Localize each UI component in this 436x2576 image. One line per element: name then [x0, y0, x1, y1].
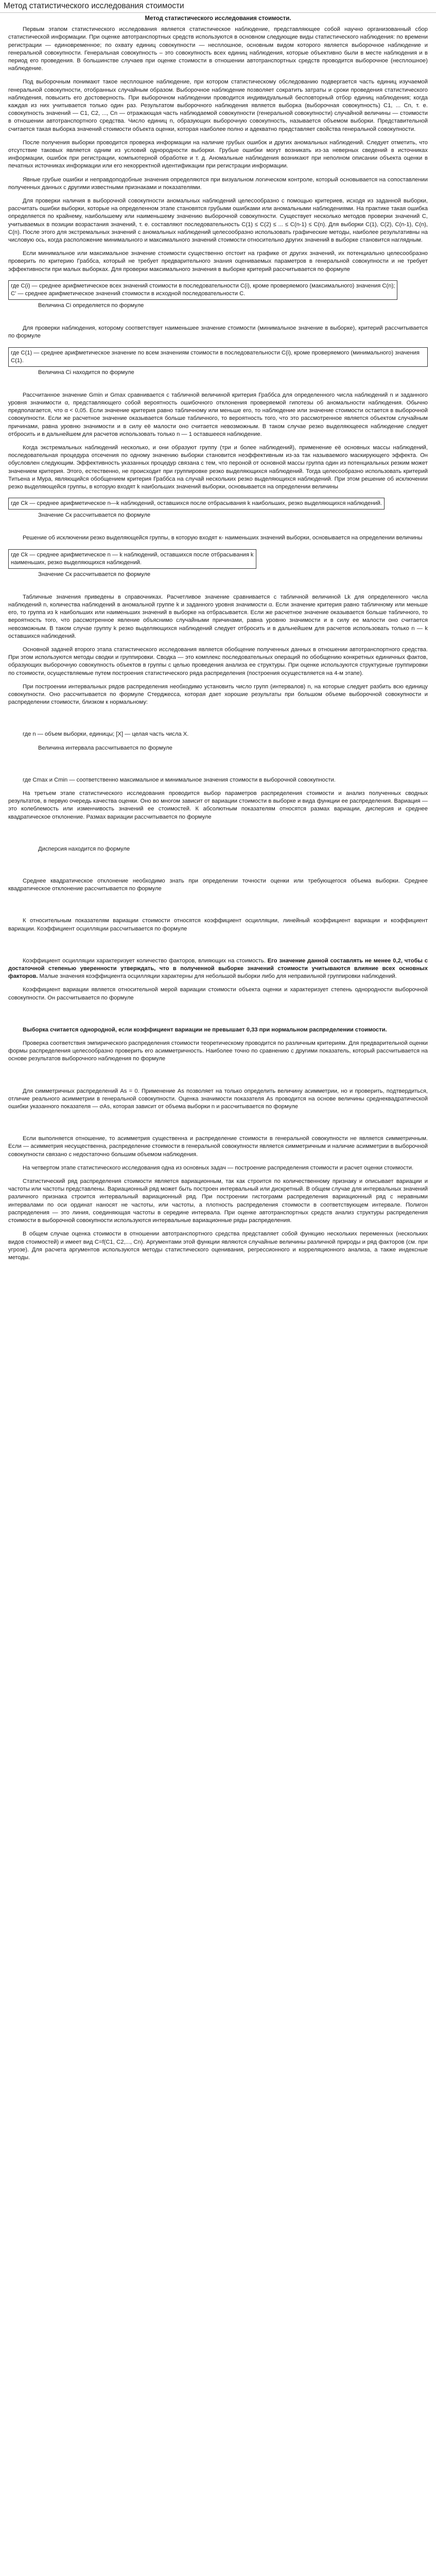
- paragraph: Для симметричных распределений As = 0. Применение As позволяет на только определить величину асимметрии, но и проверить, подтвердиться, отличие реального асимметрии в генеральной совокупности. Оценка значимости показателя As проводится на основе величины среднеквадратической ошибки указанного показателя — σAs, которая зависит от объема выборки n и рассчитывается по формуле: [8, 1088, 428, 1110]
- coef-emphasis: Его значение данной составлять не менее 0,2, чтобы с достаточной степенью уверенности утверждать, что в полученной выборке значений стоимости учитываются влияние всех основных факторов.: [8, 957, 428, 980]
- formula-legend-line: где Ck — среднее арифметическое n — k наблюдений, оставшихся после отбрасывания k: [11, 551, 254, 558]
- paragraph: К относительным показателям вариации стоимости относятся коэффициент осцилляции, линейный коэффициент вариации и коэффициент вариации. Коэффициент осцилляции рассчитывается по формуле: [8, 918, 428, 932]
- paragraph: Когда экстремальных наблюдений несколько, и они образуют группу (три и более наблюдений), применение её основных массы наблюдений, последовательная процедура отсечения по одному значению выборки становится неэффективным из-за так называемого маскирующего эффекта. Он обусловлен следующим. Эффективность указанных процедур связана с тем, что пероной от основной массы группа один из потенциальных резким может значением критерия. Этого, естественно, не происходит при группировке резко выделяющихся наблюдений. Тогда целесообразно использовать критерий Титьена и Мура, являющийся обобщением критерия Граббса на случай нескольких резко выделяющихся наблюдений. При этом решение об исключении резко выделяющейся группы, в которую входят k наибольших значений выборки, основывается на определении величины: [8, 444, 428, 490]
- formula-note: Значение Ск рассчитывается по формуле: [38, 512, 151, 519]
- paragraph: Для проверки наличия в выборочной совокупности аномальных наблюдений целесообразно с помощью критериев, исходя из заданной выборки, рассчитать ошибки выборки, которые на определенном этапе становятся грубыми ошибками или аномальными наблюдениями. На практике такая ошибка определяется по крайнему, наибольшему или наименьшему значению выборочной совокупности. Существует несколько методов проверки значений С, учитываемых в позиции возрастания значений, т. е. составляют последовательность С(1) ≤ С(2) ≤ ... ≤ С(n-1) ≤ С(n). Для выборки C(1), C(2), C(n-1), C(n), C(n). После этого для экстремальных значений с аномальных наблюдений целесообразно использовать графические методы, наиболее результативны на числовую ось, когда расположение минимального и максимального значений стоимости относительно других значений в выборке становится наглядным.: [8, 198, 428, 244]
- paragraph: Рассчитанное значение Gmin и Gmax сравнивается с табличной величиной критерия Граббса для определенного числа наблюдений n и заданного уровня значимости α, представляющего собой вероятность ошибочного отклонения проверяемой гипотезы об аномальности наблюдения. Обычно предполагается, что α < 0,05. Если значение критерия равно табличному или меньше его, то наблюдение или значение стоимости остается в выборочной совокупности. Если же расчетное значение оказывается больше табличного, то вероятность того, что это рассмотренное является объектом случайным причинами, равна уровню значимости и в силу её малости оно считается невозможным. В таком случае резко выделяющееся наблюдение следует отбросить и в дальнейшем для расчетов использовать только n — 1 оставшееся наблюдение.: [8, 392, 428, 437]
- paragraph: Среднее квадратическое отклонение необходимо знать при определении точности оценки или требующегося объема выборки. Среднее квадратическое отклонение рассчитывается по формуле: [8, 878, 428, 892]
- title-bar: [0, 0, 436, 13]
- formula-note: Дисперсия находится по формуле: [38, 845, 130, 852]
- paragraph: Для проверки наблюдения, которому соответствует наименьшее значение стоимости (минимальное значение в выборке), критерий рассчитывается по формуле: [8, 325, 428, 340]
- paragraph: Если выполняется отношение, то асимметрия существенна и распределение стоимости в генеральной совокупности не является симметричным. Если — асимметрия несущественна, распределение стоимости в генеральной совокупности является симметричным и наличие асимметрии в выборочной совокупности связано с недостаточно большим объемом наблюдения.: [8, 1136, 428, 1158]
- paragraph: Основной задачей второго этапа статистического исследования является обобщение полученных данных в отношении автотранспортного средства. При этом используются методы сводки и группировки. Сводка — это комплекс последовательных операций по обобщению конкретных единичных фактов, образующих выборочную совокупность объектов в группы с целью проведения анализа ее структуры. При оценке используются структурные группировки по стоимости, осуществляемые путем построения статистического ряда распределения (построения осуществляется на 4-м этапе).: [8, 646, 428, 676]
- paragraph: Под выборочным понимают такое несплошное наблюдение, при котором статистическому обследованию подвергается часть единиц изучаемой генеральной совокупности, отобранных случайным образом. Выборочное наблюдение позволяет сократить затраты и сроки проведения статистического наблюдения, повысить его достоверность. При выборочном наблюдении проводится индивидуальный бесповторный отбор единиц наблюдения; когда каждая из них учитывается только один раз. Результатом выборочного наблюдения является выборка (выборочная совокупность) С1, ... Сn, т. е. совокупность значений — С1, С2, ..., Сn — отражающая часть наблюдаемой совокупности (генеральной совокупности) случайной величины — стоимости в отношении автотранспортного средства. Число единиц n, образующих выборочную совокупность, называется объемом выборки. Представительной считается такая выборка значений стоимости объекта оценки, которая наиболее полно и адекватно представляет свойства генеральной совокупности.: [8, 79, 428, 132]
- paragraph: На третьем этапе статистического исследования проводится выбор параметров распределения стоимости и анализ полученных сводных результатов, в первую очередь качества оценки. Оно во многом зависит от вариации стоимости в выборке и вида функции ее распределения. Вариация — это колеблемость или изменчивость значений ее стоимостей. К абсолютным показателям относятся размах вариации, дисперсия и среднее квадратическое отклонение. Размах вариации рассчитывается по формуле: [8, 790, 428, 820]
- paragraph: При построении интервальных рядов распределения необходимо установить число групп (интервалов) n, на которые следует разбить всю единицу совокупности. Оно рассчитывается по формуле Стерджесса, которая дает хорошие результаты при большом объеме выборочной совокупности и распределении стоимости, близком к нормальному:: [8, 683, 428, 706]
- formula-note: Значение Ск рассчитывается по формуле: [38, 571, 151, 578]
- page-title: Метод статистического исследования стоимости: [4, 2, 184, 10]
- formula-legend-box: [8, 280, 397, 300]
- paragraph: Первым этапом статистического исследования является статистическое наблюдение, представляющее собой научно организованный сбор статистической информации. При оценке автотранспортных средств используются в основном следующие виды статистического наблюдения: по времени регистрации — единовременное; по охвату единиц совокупности — несплошное, основным видом которого является выборочное наблюдение и генеральной совокупности. Генеральная совокупность – это совокупность всех единиц наблюдения, которые объективно были в месте наблюдения и в период его проведения. В большинстве случаев при оценке стоимости в отношении автотранспортных средств проводится выборочное (несплошное) наблюдение.: [8, 26, 428, 72]
- paragraph: Коэффициент вариации является относительной мерой вариации стоимости объекта оценки и характеризует степень однородности выборочной совокупности. Он рассчитывается по формуле: [8, 987, 428, 1001]
- article-body: [0, 13, 436, 1262]
- formula-legend-line: C' — среднее арифметическое значений стоимости в исходной последовательности C.: [11, 290, 246, 297]
- formula-explanation: где Cmax и Cmin — соответственно максимальное и минимальное значения стоимости в выборочной совокупности.: [23, 776, 336, 783]
- bold-paragraph: Выборка считается однородной, если коэффициент вариации не превышает 0,33 при нормальном распределении стоимости.: [23, 1026, 387, 1033]
- formula-legend-line: наименьших, резко выделяющихся наблюдений.: [11, 559, 142, 566]
- formula-legend-line: где Ck — среднее арифметическое n—k наблюдений, оставшихся после отбрасывания k наибольших, резко выделяющихся наблюдений.: [11, 500, 382, 507]
- paragraph: На четвертом этапе статистического исследования одна из основных задач — построение распределения стоимости и расчет оценки стоимости.: [23, 1164, 414, 1171]
- formula-note: Величина Сi определяется по формуле: [38, 302, 144, 309]
- coef-text: Коэффициент осцилляции характеризует количество факторов, влияющих на стоимость.: [23, 957, 266, 964]
- formula-legend-box: [8, 549, 256, 569]
- formula-legend-line: где C(i) — среднее арифметическое всех значений стоимости в последовательности C(i), кроме проверяемого (максимального) значения C(n);: [11, 282, 395, 289]
- paragraph: Если минимальное или максимальное значение стоимости существенно отстоит на графике от других значений, их потенциально целесообразно проверить по критерию Граббса, который не требует предварительного знания оцениваемых параметров в генеральной совокупности и не требует эффективности при малых выборках. Для проверки максимального значения в выборке критерий рассчитывается по формуле: [8, 250, 428, 273]
- paragraph: [8, 957, 428, 981]
- article-subtitle: Метод статистического исследования стоимости.: [145, 15, 291, 22]
- paragraph: Решение об исключении резко выделяющейся группы, в которую входят к- наименьших значений выборки, основывается на определении величины: [23, 535, 423, 541]
- formula-legend-line: где C(1) — среднее арифметическое значение по всем значениям стоимости в последовательности C(i), кроме проверяемого (минимального) значения C(1).: [11, 349, 420, 364]
- paragraph: Явные грубые ошибки и неправдоподобные значения определяются при визуальном логическом контроле, который основывается на сопоставлении полученных данных с другими известными признаками и показателями.: [8, 176, 428, 191]
- paragraph: В общем случае оценка стоимости в отношении автотранспортного средства представляет собой функцию нескольких переменных (нескольких видов стоимостей) и имеет вид C=f(C1, C2,..., Cn). Аргументами этой функции являются случайные величины различной природы и ряд факторов (см. при угрозе). Для расчета аргументов используются методы статистического оценивания, регрессионного и корреляционного анализа, а также индексные методы.: [8, 1231, 428, 1261]
- paragraph: Статистический ряд распределения стоимости является вариационным, так как строится по количественному признаку и описывает вариации и частоты или частоты представлены. Вариационный ряд может быть построен интервальный или дискретный. В общем случае для интервальных значений различного признака строится интервальный вариационный ряд. При построении гистограмм распределения вариационный ряд с неравными интервалами по оси ординат наносят не частоты, или частоты, а плотность распределения стоимости в соответствующем интервале. Полигон распределения — это линия, соединяющая частоты в середине интервала. При оценке автотранспортных средств анализ структуры распределения стоимости в выборочной совокупности используются интервальные вариационные ряды распределения.: [8, 1178, 428, 1224]
- coef-text: Малые значения коэффициента осцилляции характерны для небольшой выборки либо для неправильной группировки наблюдений.: [39, 973, 397, 980]
- formula-legend-box: [8, 498, 385, 510]
- formula-legend-box: [8, 347, 428, 367]
- paragraph: После получения выборки проводится проверка информации на наличие грубых ошибок и других аномальных наблюдений. Следует отметить, что отсутствие таковых является одним из условий однородности выборки. Грубые ошибки могут возникать из-за неверных сведений в источниках информации, ошибок при регистрации, компьютерной обработке и т. д. Аномальные наблюдения возникают при неполном описании объекта оценки в печатных источниках информации или его некорректной идентификации при регистрации информации.: [8, 139, 428, 170]
- paragraph: Проверка соответствия эмпирического распределения стоимости теоретическому проводится по различным критериям. Для предварительной оценки формы распределения целесообразно проверить его асимметричность. Наиболее точно по сравнению с другими показатель, который рассчитывается на основе результатов выборочного наблюдения по формуле: [8, 1040, 428, 1062]
- formula-explanation: где n — объем выборки, единицы; [X] — целая часть числа X.: [23, 731, 189, 738]
- formula-note: Величина Сi находится по формуле: [38, 369, 134, 376]
- paragraph: Табличные значения приведены в справочниках. Расчетливое значение сравнивается с табличной величиной Lk для определенного числа наблюдений n, количества наблюдений в аномальной группе k и заданного уровня значимости α. Если значение критерия равно табличному или меньше его, то группа из k наибольших или наименьших значений в выборке на отбрасывается. Если же расчетное значение оказывается больше табличного, то вероятность того, что рассмотренное явление объяснимо случайными причинами, равна уровню значимости и в силу ее малости оно считается невозможным. В таком случае группу k резко выделяющихся наблюдений следует отбросить и в дальнейшем для расчетов использовать только n — k оставшихся наблюдений.: [8, 594, 428, 639]
- formula-note: Величина интервала рассчитывается по формуле: [38, 744, 172, 751]
